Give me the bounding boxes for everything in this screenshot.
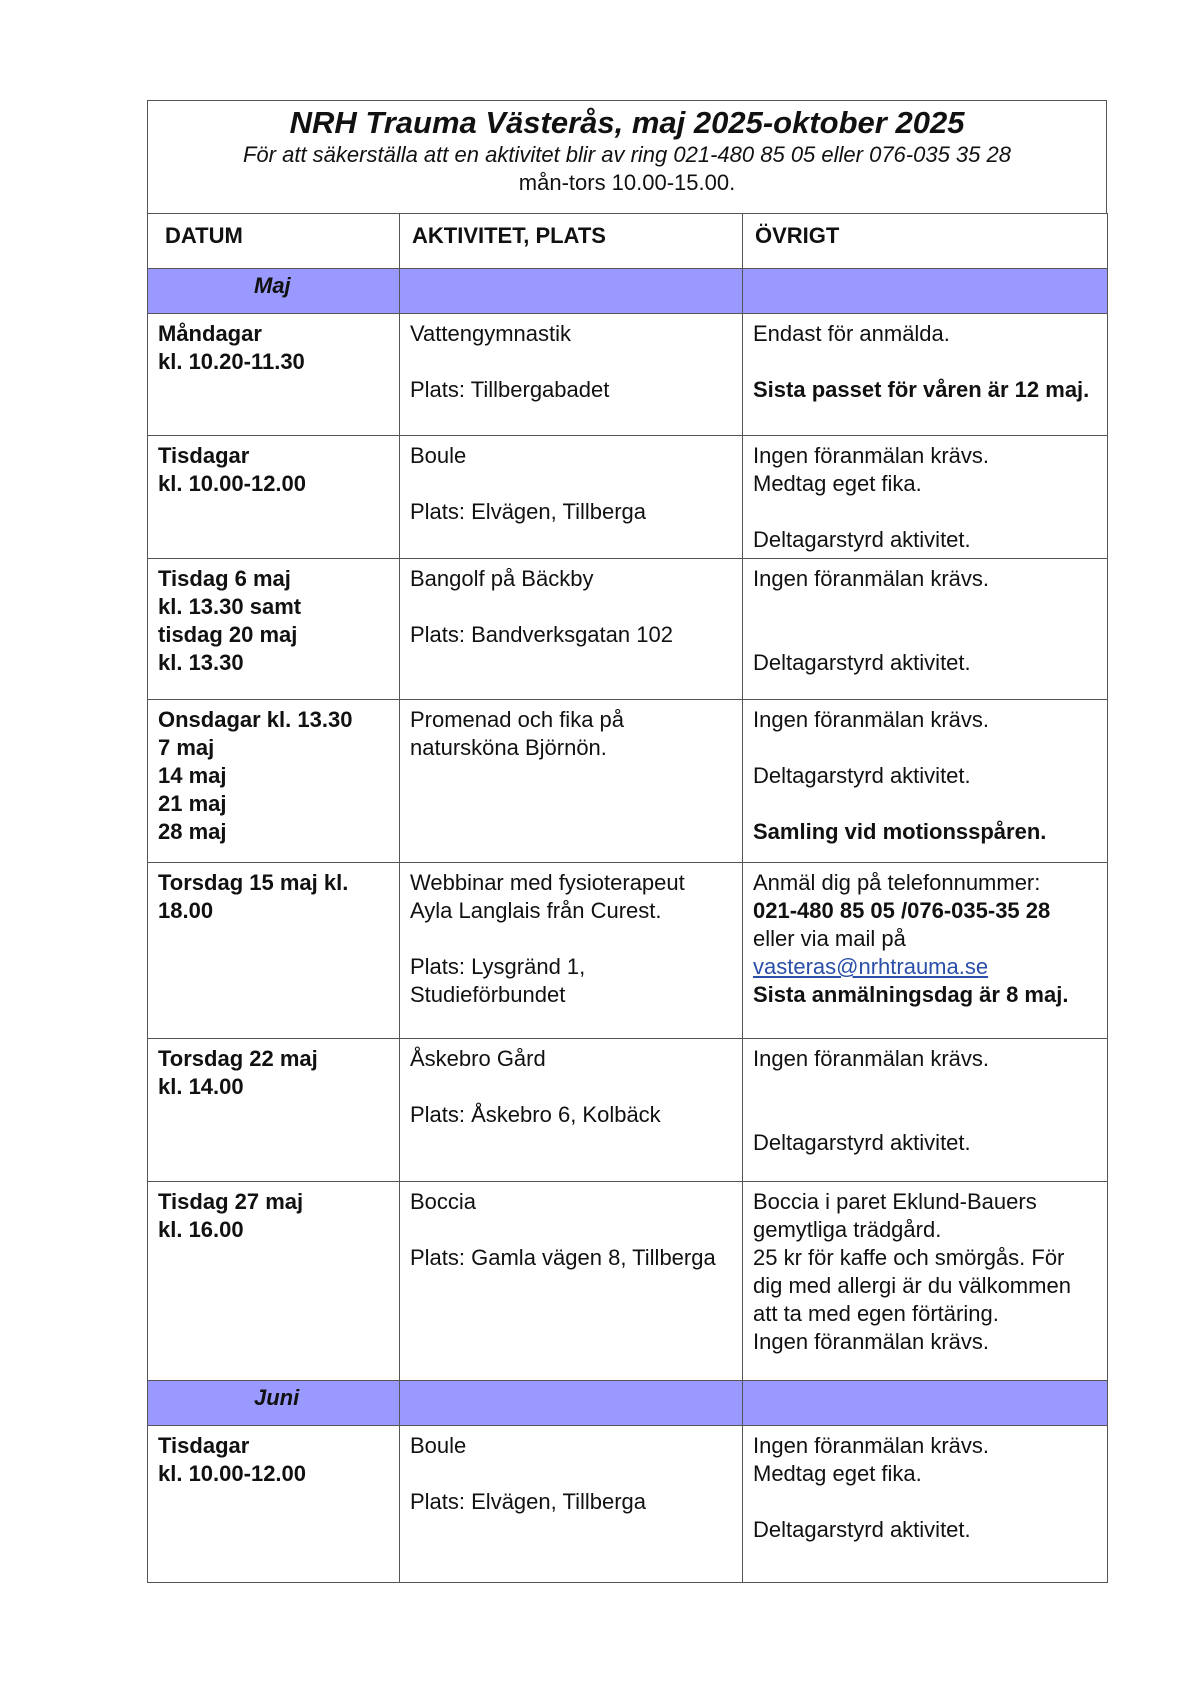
column-header-datum: DATUM	[148, 214, 400, 269]
activity-cell: Promenad och fika på natursköna Björnön.	[400, 700, 743, 863]
date-cell: Tisdagar kl. 10.00-12.00	[148, 436, 400, 559]
table-row	[148, 1182, 1108, 1381]
table-row	[148, 863, 1108, 1039]
table-row	[148, 1426, 1108, 1583]
table-row	[148, 559, 1108, 700]
column-header-aktivitet: AKTIVITET, PLATS	[400, 214, 743, 269]
date-cell: Tisdag 27 maj kl. 16.00	[148, 1182, 400, 1381]
column-header-ovrigt: ÖVRIGT	[743, 214, 1108, 269]
column-header-row	[148, 214, 1108, 269]
date-cell: Torsdag 22 maj kl. 14.00	[148, 1039, 400, 1182]
month-label: Maj	[148, 269, 400, 314]
notes-cell: Ingen föranmälan krävs. Medtag eget fika. Deltagarstyrd aktivitet.	[743, 436, 1108, 559]
activity-cell: Åskebro Gård Plats: Åskebro 6, Kolbäck	[400, 1039, 743, 1182]
table-row	[148, 1039, 1108, 1182]
email-link[interactable]: vasteras@nrhtrauma.se	[753, 954, 989, 979]
notes-cell: Ingen föranmälan krävs. Deltagarstyrd aktivitet.	[743, 559, 1108, 700]
date-cell: Torsdag 15 maj kl. 18.00	[148, 863, 400, 1039]
table-row	[148, 700, 1108, 863]
notes-cell: Ingen föranmälan krävs. Medtag eget fika. Deltagarstyrd aktivitet.	[743, 1426, 1108, 1583]
month-row-maj	[148, 269, 1108, 314]
activity-cell: Webbinar med fysioterapeut Ayla Langlais från Curest. Plats: Lysgränd 1, Studieförbundet	[400, 863, 743, 1039]
activity-cell: Bangolf på Bäckby Plats: Bandverksgatan 102	[400, 559, 743, 700]
month-label: Juni	[148, 1381, 400, 1426]
page-title: NRH Trauma Västerås, maj 2025-oktober 2025	[289, 105, 965, 140]
schedule-sheet	[147, 100, 1107, 1583]
date-cell: Tisdagar kl. 10.00-12.00	[148, 1426, 400, 1583]
schedule-table	[147, 213, 1108, 1583]
phone-instruction: För att säkerställa att en aktivitet blir av ring 021-480 85 05 eller 076-035 35 28	[242, 142, 1011, 167]
notes-cell: Boccia i paret Eklund-Bauers gemytliga trädgård. 25 kr för kaffe och smörgås. För dig med allergi är du välkommen att ta med egen förtäring. Ingen föranmälan krävs.	[743, 1182, 1108, 1381]
activity-cell: Boule Plats: Elvägen, Tillberga	[400, 1426, 743, 1583]
schedule-header	[147, 100, 1107, 213]
activity-cell: Boule Plats: Elvägen, Tillberga	[400, 436, 743, 559]
notes-cell: Ingen föranmälan krävs. Deltagarstyrd aktivitet.	[743, 1039, 1108, 1182]
date-cell: Måndagar kl. 10.20-11.30	[148, 314, 400, 436]
notes-cell: Endast för anmälda. Sista passet för våren är 12 maj.	[743, 314, 1108, 436]
month-row-juni	[148, 1381, 1108, 1426]
notes-cell: Anmäl dig på telefonnummer: 021-480 85 05 /076-035-35 28 eller via mail på vasteras@nrhtrauma.se Sista anmälningsdag är 8 maj.	[743, 863, 1108, 1039]
activity-cell: Vattengymnastik Plats: Tillbergabadet	[400, 314, 743, 436]
activity-cell: Boccia Plats: Gamla vägen 8, Tillberga	[400, 1182, 743, 1381]
phone-numbers: 021-480 85 05 /076-035-35 28	[753, 898, 1051, 923]
date-cell: Tisdag 6 maj kl. 13.30 samt tisdag 20 maj kl. 13.30	[148, 559, 400, 700]
table-row	[148, 436, 1108, 559]
table-row	[148, 314, 1108, 436]
notes-cell: Ingen föranmälan krävs. Deltagarstyrd aktivitet. Samling vid motionsspåren.	[743, 700, 1108, 863]
date-cell: Onsdagar kl. 13.30 7 maj 14 maj 21 maj 28 maj	[148, 700, 400, 863]
phone-hours: mån-tors 10.00-15.00.	[518, 170, 736, 195]
